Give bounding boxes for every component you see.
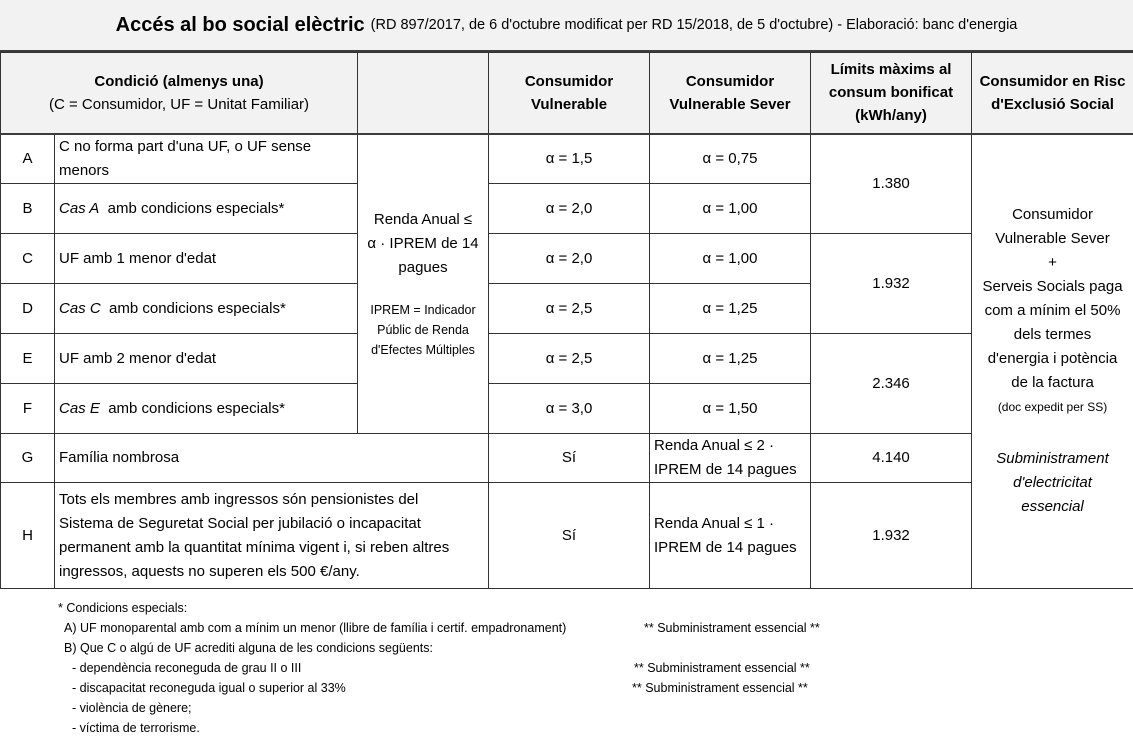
footnote-b: B) Que C o algú de UF acrediti alguna de les condicions següents: (64, 641, 433, 655)
row-limit: 1.932 (811, 234, 972, 334)
footnote-b2-text: - discapacitat reconeguda igual o superior al 33% (72, 681, 346, 695)
renda-cell (358, 134, 489, 434)
header-sever-l1: Consumidor (685, 72, 775, 90)
row-condition-l2: Sistema de Seguretat Social per jubilació o incapacitat (59, 514, 421, 532)
header-sever (650, 53, 811, 134)
row-letter: C (1, 234, 55, 284)
row-sever-l2: IPREM de 14 pagues (654, 538, 797, 556)
iprem-note-l3: d'Efectes Múltiples (371, 342, 475, 357)
row-condition-l2: menors (59, 161, 110, 179)
row-condition (55, 134, 358, 184)
header-limits (811, 53, 972, 134)
header-limits-l2: consum bonificat (828, 84, 954, 102)
row-vulnerable: α = 2,5 (489, 284, 650, 334)
row-letter: E (1, 334, 55, 384)
row-condition-case: Cas E (59, 399, 100, 417)
row-sever-l1: Renda Anual ≤ 1 · (654, 514, 774, 532)
row-sever-l1: Renda Anual ≤ 2 · (654, 437, 774, 454)
row-limit: 1.932 (811, 483, 972, 589)
row-sever: α = 1,00 (650, 234, 811, 284)
row-condition-l3: permanent amb la quantitat mínima vigent i, si reben altres (59, 538, 450, 556)
risc-line-4: Serveis Socials paga (982, 278, 1123, 296)
renda-line-3: pagues (398, 258, 448, 276)
footnote-b2-essential: ** Subministrament essencial ** (632, 681, 808, 695)
table-row (1, 434, 1133, 483)
header-condicio (1, 53, 358, 134)
row-condition-l1: C no forma part d'una UF, o UF sense (59, 137, 312, 155)
risc-line-6: dels termes (1013, 326, 1092, 344)
row-condition (55, 284, 358, 334)
row-vulnerable: α = 2,0 (489, 234, 650, 284)
header-vulnerable-l2: Vulnerable (530, 95, 608, 113)
row-sever: α = 0,75 (650, 134, 811, 184)
row-sever: α = 1,50 (650, 384, 811, 434)
row-letter: B (1, 184, 55, 234)
table-row (1, 483, 1133, 589)
footnote-b3: - violència de gènere; (72, 701, 192, 715)
row-condition (55, 483, 489, 589)
row-limit: 2.346 (811, 334, 972, 434)
row-sever-l2: IPREM de 14 pagues (654, 461, 797, 478)
risc-line-1: Consumidor (1012, 206, 1093, 224)
row-letter: H (1, 483, 55, 589)
table-row (1, 234, 1133, 284)
header-risc (972, 53, 1133, 134)
row-condition-rest: amb condicions especials* (100, 299, 286, 317)
risc-small: (doc expedit per SS) (997, 400, 1108, 415)
row-sever: α = 1,25 (650, 284, 811, 334)
footnote-b2 (58, 678, 808, 698)
page-subtitle: (RD 897/2017, de 6 d'octubre modificat per RD 15/2018, de 5 d'octubre) - Elaboració: banc d'energia (370, 17, 1018, 33)
risc-italic-l2: d'electricitat (1013, 474, 1092, 492)
header-vulnerable-l1: Consumidor (524, 72, 614, 90)
risc-line-3: + (1048, 254, 1057, 272)
header-renda-blank (358, 53, 489, 134)
header-row (1, 53, 1133, 134)
footnote-b4: - víctima de terrorisme. (72, 721, 200, 735)
row-vulnerable: α = 3,0 (489, 384, 650, 434)
risc-line-7: d'energia i potència (987, 350, 1118, 368)
row-condition-l1: Tots els membres amb ingressos són pensionistes del (59, 490, 419, 508)
footnote-b1 (58, 658, 810, 678)
footnote-b1-essential: ** Subministrament essencial ** (634, 661, 810, 675)
risc-italic-l3: essencial (1021, 498, 1084, 516)
header-vulnerable (489, 53, 650, 134)
risc-line-5: com a mínim el 50% (984, 302, 1121, 320)
row-limit: 1.380 (811, 134, 972, 234)
iprem-note-l2: Públic de Renda (377, 322, 469, 337)
row-condition: UF amb 1 menor d'edat (55, 234, 358, 284)
row-condition-rest: amb condicions especials* (99, 199, 285, 217)
header-condicio-sub: (C = Consumidor, UF = Unitat Familiar) (48, 95, 310, 113)
row-condition (55, 384, 358, 434)
row-vulnerable: α = 1,5 (489, 134, 650, 184)
footnote-b1-text: - dependència reconeguda de grau II o III (72, 661, 302, 675)
row-sever: α = 1,00 (650, 184, 811, 234)
row-limit: 4.140 (811, 434, 972, 483)
risc-cell (972, 134, 1133, 589)
row-vulnerable: α = 2,5 (489, 334, 650, 384)
header-sever-l2: Vulnerable Sever (669, 95, 791, 113)
footnotes (58, 598, 820, 738)
iprem-note-l1: IPREM = Indicador (370, 302, 476, 317)
footnote-a-text: A) UF monoparental amb com a mínim un menor (llibre de família i certif. empadronament) (64, 621, 567, 635)
row-vulnerable: α = 2,0 (489, 184, 650, 234)
table-row (1, 334, 1133, 384)
bo-social-table (0, 52, 1133, 589)
footnote-a (58, 618, 820, 638)
row-letter: D (1, 284, 55, 334)
row-letter: G (1, 434, 55, 483)
risc-line-2: Vulnerable Sever (995, 230, 1110, 248)
row-condition-l4: ingressos, aquests no superen els 500 €/any. (59, 562, 360, 580)
risc-line-8: de la factura (1011, 374, 1094, 392)
row-condition-case: Cas A (59, 199, 100, 217)
row-condition-rest: amb condicions especials* (99, 399, 285, 417)
row-condition: Família nombrosa (55, 434, 489, 483)
header-condicio-title: Condició (almenys una) (94, 72, 264, 90)
renda-line-2: α · IPREM de 14 (367, 234, 479, 252)
header-risc-l2: d'Exclusió Social (991, 95, 1114, 113)
footnote-a-essential: ** Subministrament essencial ** (644, 621, 820, 635)
row-condition: UF amb 2 menor d'edat (55, 334, 358, 384)
row-sever: α = 1,25 (650, 334, 811, 384)
row-letter: A (1, 134, 55, 184)
iprem-note (362, 300, 484, 360)
title-bar (0, 0, 1133, 52)
row-sever (650, 483, 811, 589)
row-letter: F (1, 384, 55, 434)
row-condition (55, 184, 358, 234)
renda-line-1: Renda Anual ≤ (373, 210, 473, 228)
table-row (1, 134, 1133, 184)
row-vulnerable: Sí (489, 434, 650, 483)
row-vulnerable: Sí (489, 483, 650, 589)
page-title: Accés al bo social elèctric (115, 13, 365, 36)
row-sever (650, 434, 811, 483)
row-condition-case: Cas C (59, 299, 101, 317)
risc-italic (976, 447, 1129, 519)
header-risc-l1: Consumidor en Risc (979, 72, 1126, 90)
footnote-title: * Condicions especials: (58, 601, 188, 615)
risc-italic-l1: Subministrament (996, 450, 1109, 468)
header-limits-l1: Límits màxims al (830, 61, 952, 79)
header-limits-l3: (kWh/any) (855, 107, 927, 125)
